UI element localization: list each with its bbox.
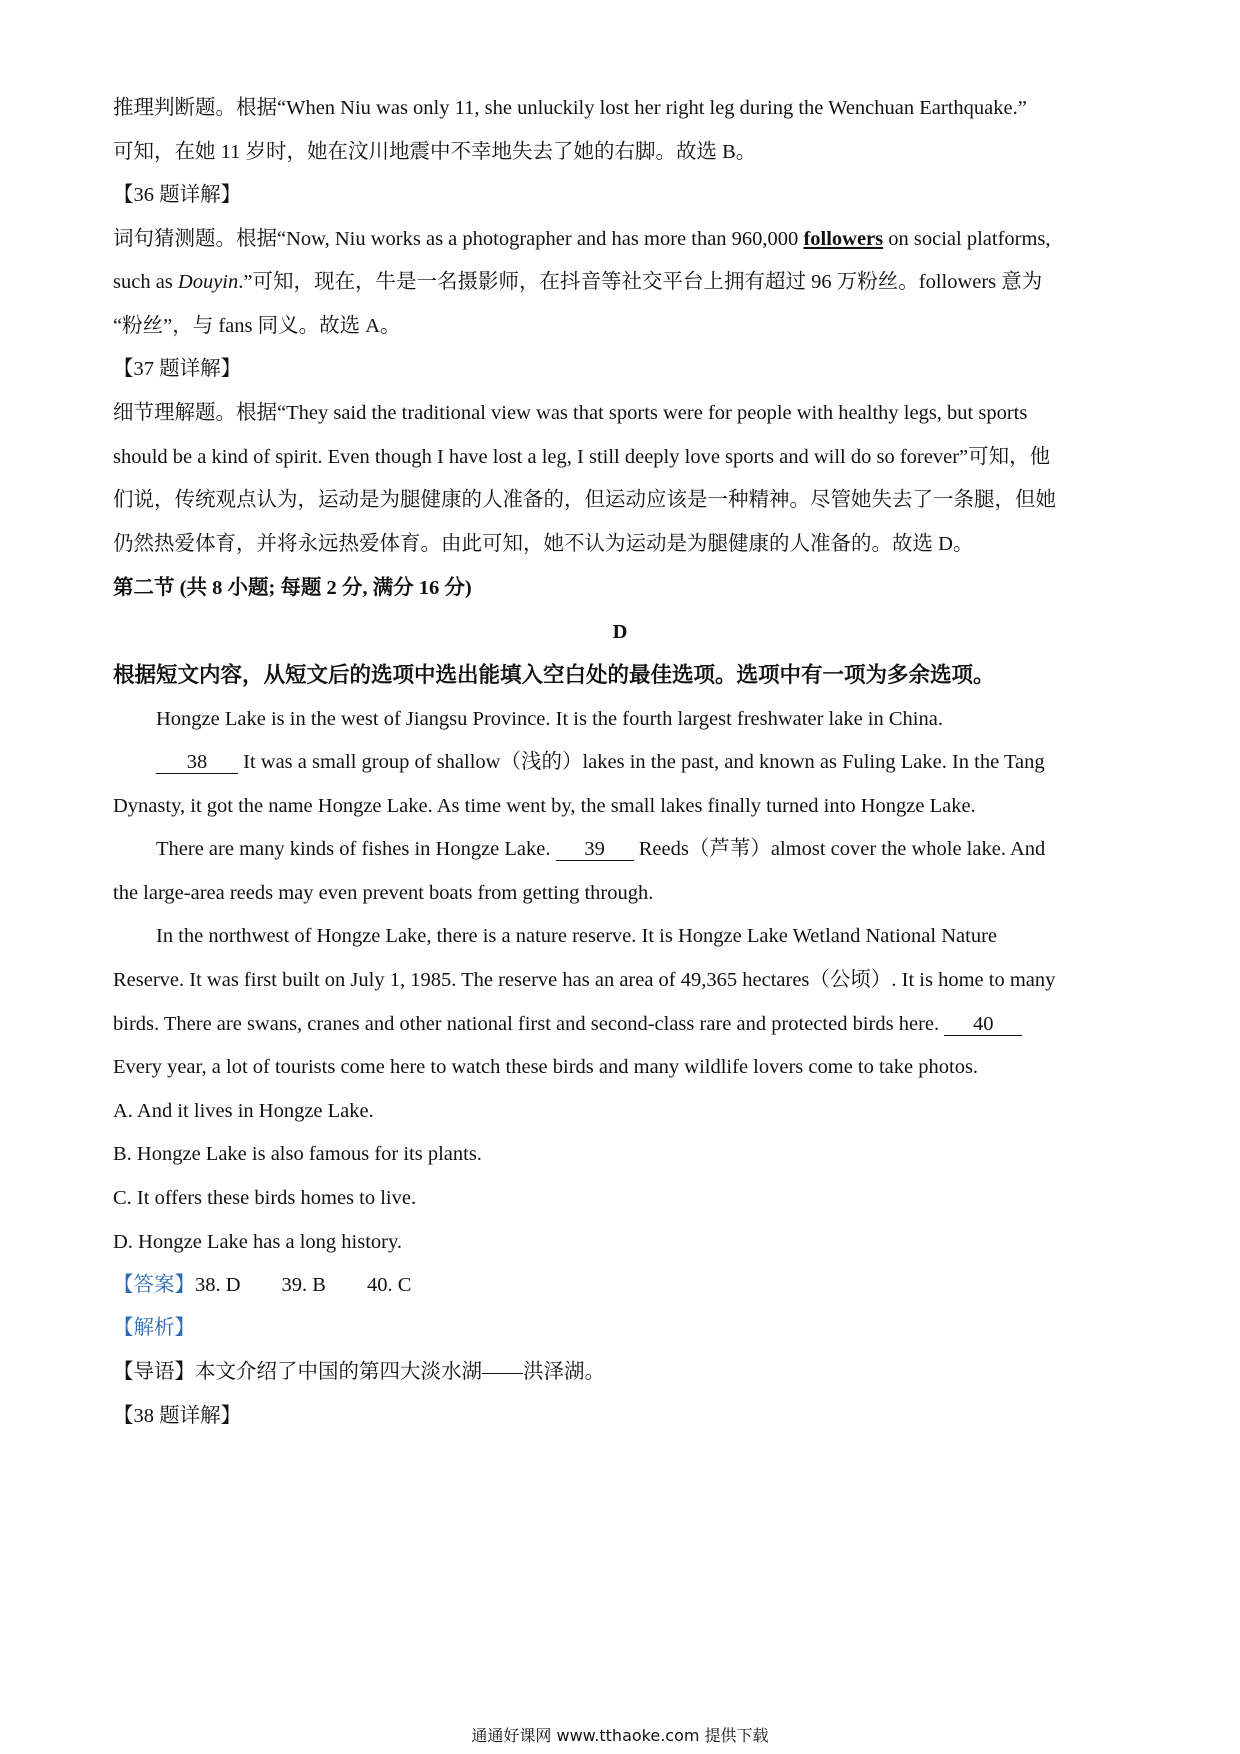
text-segment: on social platforms, bbox=[883, 228, 1051, 250]
text-line: 们说，传统观点认为，运动是为腿健康的人准备的，但运动应该是一种精神。尽管她失去了一条腿，但她 bbox=[113, 489, 1056, 511]
text-line: should be a kind of spirit. Even though I have lost a leg, I still deeply love sports and will do so forever”可知，他 bbox=[113, 446, 1051, 468]
paragraph-line: Reserve. It was first built on July 1, 1985. The reserve has an area of 49,365 hectares（公顷）. It is home to many bbox=[113, 969, 1056, 991]
italic-word: Douyin bbox=[177, 271, 239, 293]
text-line: 细节理解题。根据“They said the traditional view was that sports were for people with healthy legs, but sports bbox=[113, 402, 1028, 424]
paragraph-line: In the northwest of Hongze Lake, there is a nature reserve. It is Hongze Lake Wetland National Nature bbox=[156, 925, 997, 947]
text-segment: Reeds（芦苇）almost cover the whole lake. And bbox=[633, 838, 1046, 860]
part-letter: D bbox=[612, 621, 628, 643]
question-heading: 【36 题详解】 bbox=[113, 184, 242, 206]
instruction: 根据短文内容，从短文后的选项中选出能填入空白处的最佳选项。选项中有一项为多余选项。 bbox=[113, 663, 995, 687]
underlined-word: followers bbox=[803, 228, 884, 250]
option-c: C. It offers these birds homes to live. bbox=[113, 1187, 417, 1209]
option-b: B. Hongze Lake is also famous for its plants. bbox=[113, 1143, 482, 1165]
text-segment: birds. There are swans, cranes and other national first and second-class rare and protected birds here. bbox=[113, 1013, 945, 1035]
answer-blank-40: 40 bbox=[944, 1013, 1022, 1036]
text-segment: such as bbox=[113, 271, 178, 293]
option-a: A. And it lives in Hongze Lake. bbox=[113, 1100, 374, 1122]
text-line: 仍然热爱体育，并将永远热爱体育。由此可知，她不认为运动是为腿健康的人准备的。故选 D。 bbox=[113, 533, 974, 555]
guide-line bbox=[113, 1358, 1133, 1386]
answer-text: 38. D 39. B 40. C bbox=[195, 1274, 412, 1296]
answer-line bbox=[113, 1271, 1133, 1299]
paragraph-line: Dynasty, it got the name Hongze Lake. As time went by, the small lakes finally turned into Hongze Lake. bbox=[113, 795, 976, 817]
option-d: D. Hongze Lake has a long history. bbox=[113, 1231, 403, 1253]
paragraph-line bbox=[156, 835, 1176, 863]
text-segment: .”可知，现在，牛是一名摄影师，在抖音等社交平台上拥有超过 96 万粉丝。followers 意为 bbox=[238, 271, 1043, 293]
question-heading: 【37 题详解】 bbox=[113, 358, 242, 380]
text-line bbox=[113, 225, 1133, 253]
guide-text: 本文介绍了中国的第四大淡水湖——洪泽湖。 bbox=[195, 1361, 605, 1383]
guide-tag: 【导语】 bbox=[113, 1361, 195, 1383]
answer-blank-39: 39 bbox=[556, 838, 634, 861]
answer-tag: 【答案】 bbox=[113, 1274, 195, 1296]
text-segment: It was a small group of shallow（浅的）lakes in the past, and known as Fuling Lake. In the Tang bbox=[238, 751, 1045, 773]
paragraph-line bbox=[156, 748, 1176, 776]
text-segment: There are many kinds of fishes in Hongze Lake. bbox=[156, 838, 556, 860]
answer-blank-38: 38 bbox=[156, 751, 238, 774]
question-heading: 【38 题详解】 bbox=[113, 1405, 242, 1427]
text-segment: 词句猜测题。根据“Now, Niu works as a photographer and has more than 960,000 bbox=[113, 228, 804, 250]
section-heading: 第二节 (共 8 小题; 每题 2 分, 满分 16 分) bbox=[113, 577, 472, 599]
text-line bbox=[113, 268, 1133, 296]
analysis-tag: 【解析】 bbox=[113, 1317, 195, 1339]
page-footer: 通通好课网 www.tthaoke.com 提供下载 bbox=[471, 1726, 769, 1745]
paragraph-line: Every year, a lot of tourists come here to watch these birds and many wildlife lovers come to take photos. bbox=[113, 1056, 979, 1078]
paragraph-line bbox=[113, 1010, 1133, 1038]
text-line: 推理判断题。根据“When Niu was only 11, she unluckily lost her right leg during the Wenchuan Earthquake.” bbox=[113, 97, 1027, 119]
text-line: “粉丝”，与 fans 同义。故选 A。 bbox=[113, 315, 401, 337]
text-line: 可知，在她 11 岁时，她在汶川地震中不幸地失去了她的右脚。故选 B。 bbox=[113, 141, 757, 163]
paragraph-line: the large-area reeds may even prevent boats from getting through. bbox=[113, 882, 654, 904]
paragraph-line: Hongze Lake is in the west of Jiangsu Province. It is the fourth largest freshwater lake in China. bbox=[156, 708, 943, 730]
